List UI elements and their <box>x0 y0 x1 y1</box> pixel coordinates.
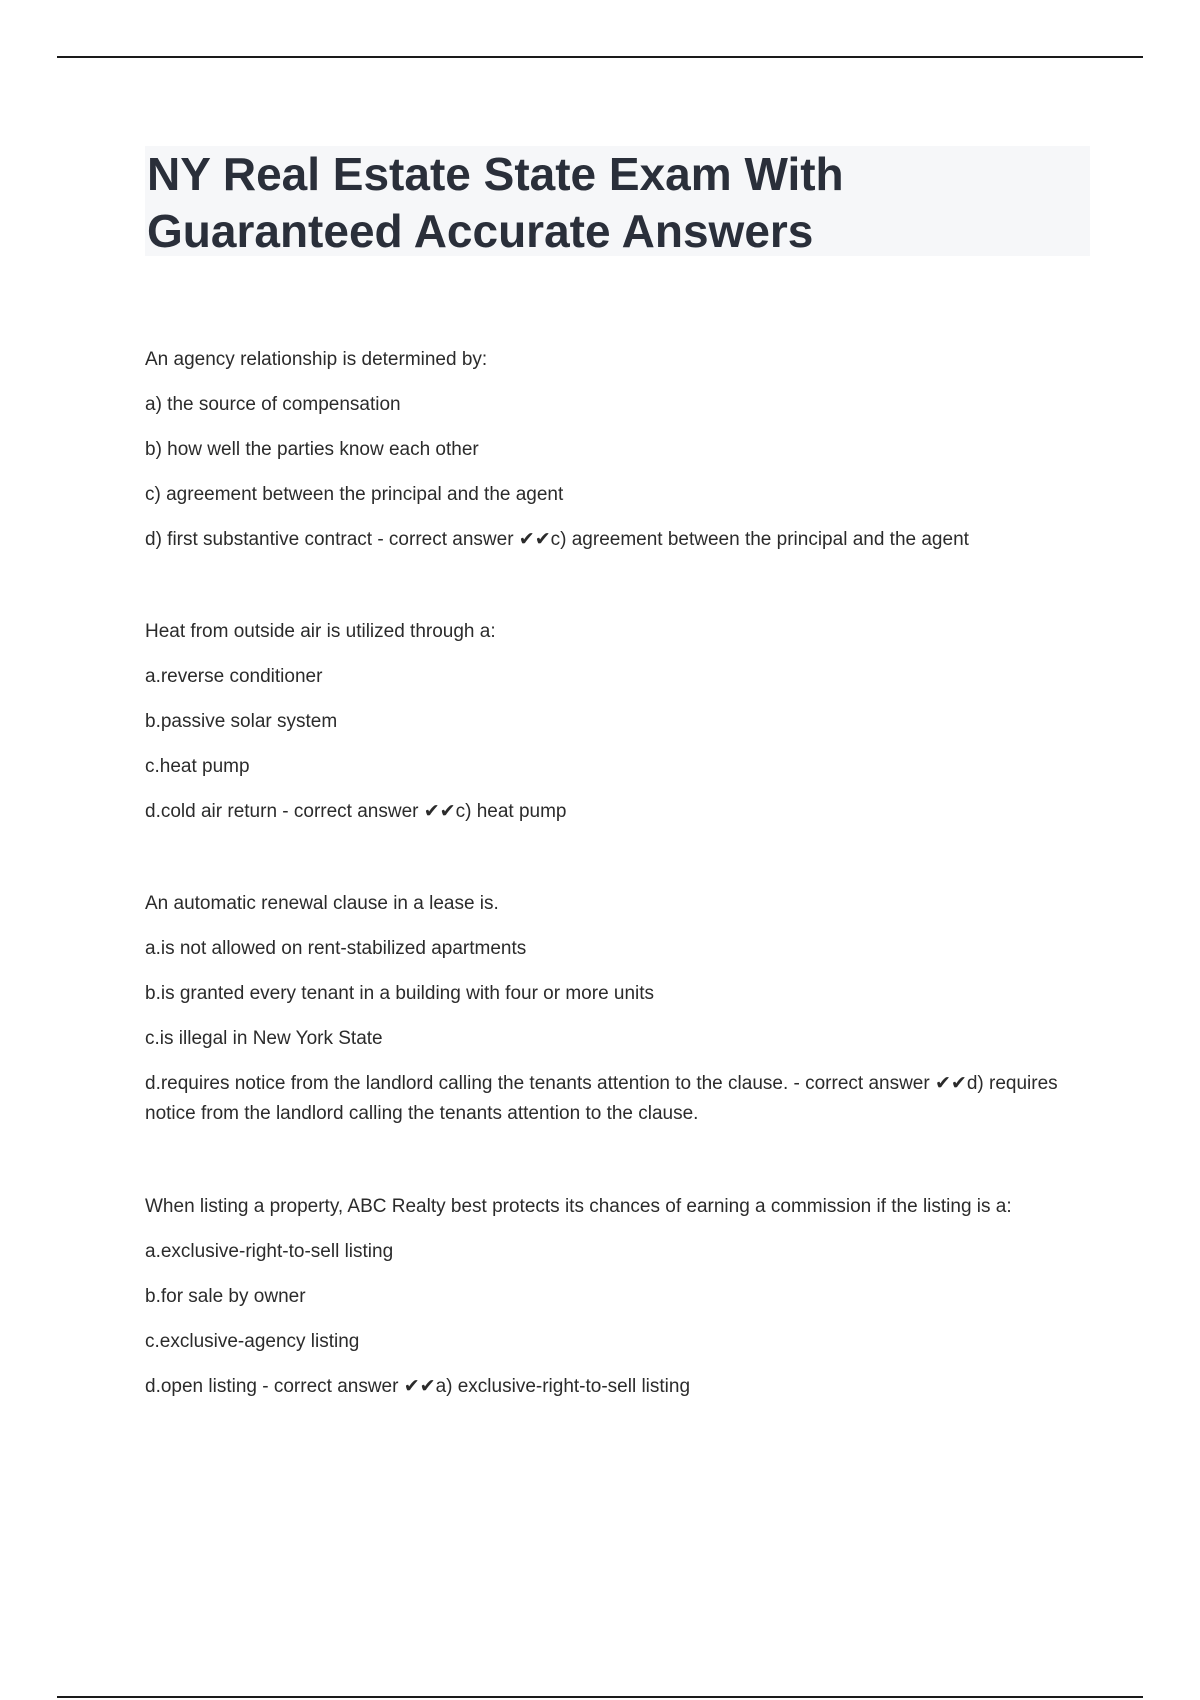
answer-option-with-correct-answer: d.open listing - correct answer ✔✔a) exclusive-right-to-sell listing <box>145 1376 691 1397</box>
answer-option: c) agreement between the principal and the agent <box>145 484 564 505</box>
answer-option: a.exclusive-right-to-sell listing <box>145 1241 394 1262</box>
question-text: An automatic renewal clause in a lease is. <box>145 893 499 914</box>
question-block <box>145 617 1105 827</box>
answer-option-with-correct-answer: d.requires notice from the landlord calling the tenants attention to the clause. - correct answer ✔✔d) requires notice from the landlord calling the tenants attention to the clause. <box>145 1073 1058 1124</box>
answer-option-with-correct-answer: d.cold air return - correct answer ✔✔c) heat pump <box>145 801 567 822</box>
question-block <box>145 889 1105 1129</box>
question-text: When listing a property, ABC Realty best protects its chances of earning a commission if the listing is a: <box>145 1196 1012 1217</box>
answer-option: b.for sale by owner <box>145 1286 306 1307</box>
question-text: Heat from outside air is utilized through a: <box>145 621 496 642</box>
answer-option: b.is granted every tenant in a building with four or more units <box>145 983 655 1004</box>
document-title: NY Real Estate State Exam With Guaranteed Accurate Answers <box>147 148 844 257</box>
question-block <box>145 345 1105 555</box>
question-text: An agency relationship is determined by: <box>145 349 488 370</box>
bottom-rule <box>57 1696 1143 1698</box>
question-block <box>145 1192 1105 1402</box>
answer-option: a.reverse conditioner <box>145 666 323 687</box>
answer-option: c.is illegal in New York State <box>145 1028 383 1049</box>
answer-option: b.passive solar system <box>145 711 338 732</box>
top-rule <box>57 56 1143 58</box>
answer-option: a) the source of compensation <box>145 394 401 415</box>
answer-option: c.exclusive-agency listing <box>145 1331 360 1352</box>
answer-option: a.is not allowed on rent-stabilized apartments <box>145 938 527 959</box>
answer-option: c.heat pump <box>145 756 250 777</box>
title-block <box>145 146 1090 256</box>
answer-option-with-correct-answer: d) first substantive contract - correct answer ✔✔c) agreement between the principal and the agent <box>145 529 969 550</box>
answer-option: b) how well the parties know each other <box>145 439 479 460</box>
